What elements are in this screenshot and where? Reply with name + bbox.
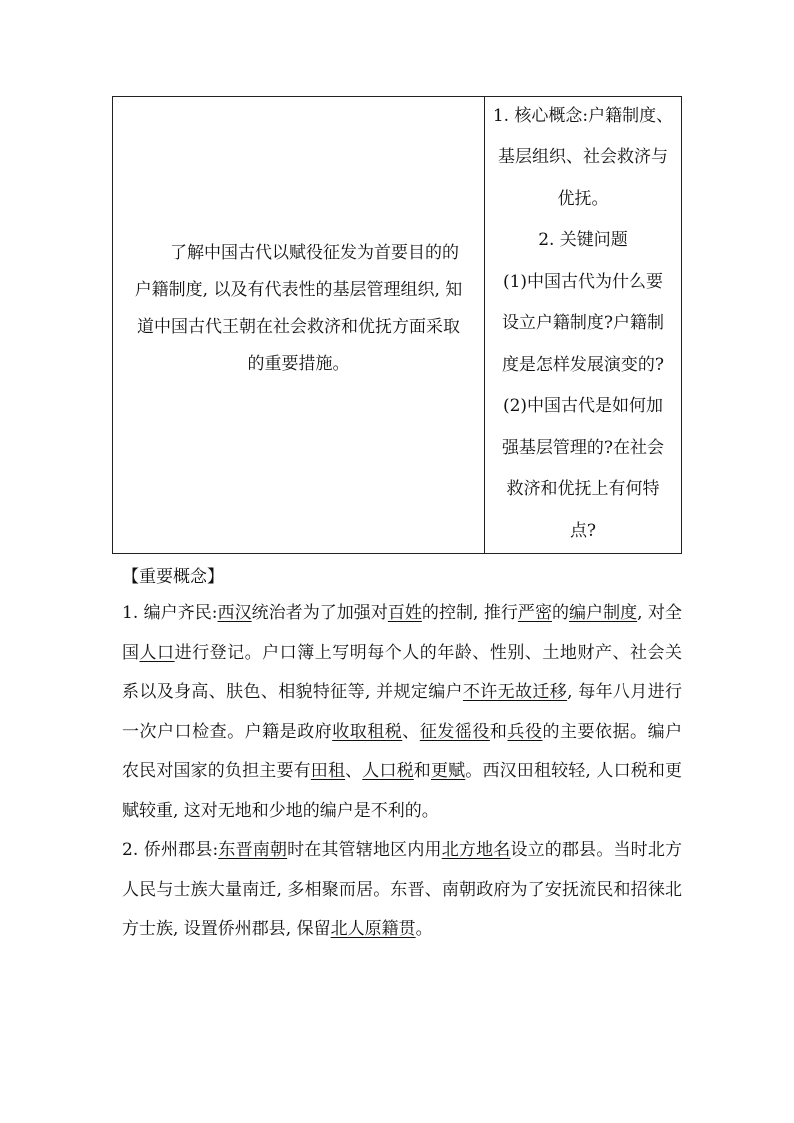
keyword-underlined: 收取租税 [332, 721, 403, 742]
keyword-underlined: 百姓 [387, 603, 422, 623]
keyword-underlined: 北方地名 [441, 840, 511, 860]
keyword-underlined: 兵役 [507, 721, 543, 742]
standard-line-1: 了解中国古代以赋役征发为首要目的的 [170, 243, 459, 263]
keyword-underlined: 北人原籍贯 [330, 919, 416, 939]
keyword-underlined: 东晋南朝 [218, 840, 288, 860]
keyword-underlined: 更赋 [430, 761, 466, 781]
standard-line-3: 道中国古代王朝在社会救济和优抚方面采取 [137, 317, 460, 337]
key-point-line: 基层组织、社会救济与 [498, 147, 668, 168]
keyword-underlined: 人口税 [362, 761, 414, 781]
section-title: 【重要概念】 [122, 567, 224, 587]
key-point-line: 点? [569, 520, 597, 541]
keyword-underlined: 征发徭役 [419, 721, 490, 742]
key-point-line: 优抚。 [557, 188, 609, 209]
keyword-underlined: 编户制度 [569, 603, 638, 623]
key-point-line: 2. 关键问题 [538, 230, 628, 251]
key-point-line: 设立户籍制度?户籍制 [501, 313, 665, 334]
key-point-line: 强基层管理的?在社会 [501, 437, 665, 458]
keyword-underlined: 田租 [310, 761, 346, 781]
standard-line-2: 户籍制度, 以及有代表性的基层管理组织, 知 [134, 280, 463, 300]
keyword-underlined: 西汉 [217, 603, 252, 623]
keyword-underlined: 严密 [517, 603, 552, 623]
key-point-line: 救济和优抚上有何特 [506, 479, 660, 500]
key-point-line: 度是怎样发展演变的? [501, 354, 665, 375]
table-row [113, 97, 682, 554]
curriculum-standard-text [113, 235, 484, 383]
concept-paragraph-1: 1. 编户齐民:西汉统治者为了加强对百姓的控制, 推行严密的编户制度, 对全国人口进行登记。户口簿上写明每个人的年龄、性别、土地财产、社会关系以及身高、肤色、相貌特征等, 并规定编户不许无故迁移, 每年八月进行一次户口检查。户籍是政府收取租税、征发徭役和兵役的主要依据。编户农民对国家的负担主要有田租、人口税和更赋。西汉田租较轻, 人口税和更赋较重, 这对无地和少地的编户是不利的。 [122, 603, 683, 821]
standard-line-4: 的重要措施。 [247, 354, 350, 374]
key-point-line: (1)中国古代为什么要 [502, 271, 664, 292]
learning-goals-table [112, 96, 682, 554]
key-points-cell [485, 97, 682, 554]
key-point-line: 1. 核心概念:户籍制度、 [492, 105, 674, 126]
key-points-text [485, 96, 681, 553]
key-point-line: (2)中国古代是如何加 [502, 396, 664, 417]
concept-paragraph-2: 2. 侨州郡县:东晋南朝时在其管辖地区内用北方地名设立的郡县。当时北方人民与士族大量南迁, 多相聚而居。东晋、南朝政府为了安抚流民和招徕北方士族, 设置侨州郡县, 保留北人原籍贯。 [122, 840, 683, 939]
keyword-underlined: 人口 [139, 642, 175, 663]
curriculum-standard-cell [113, 97, 485, 554]
keyword-underlined: 不许无故迁移 [462, 682, 568, 702]
important-concepts-section [122, 560, 682, 950]
